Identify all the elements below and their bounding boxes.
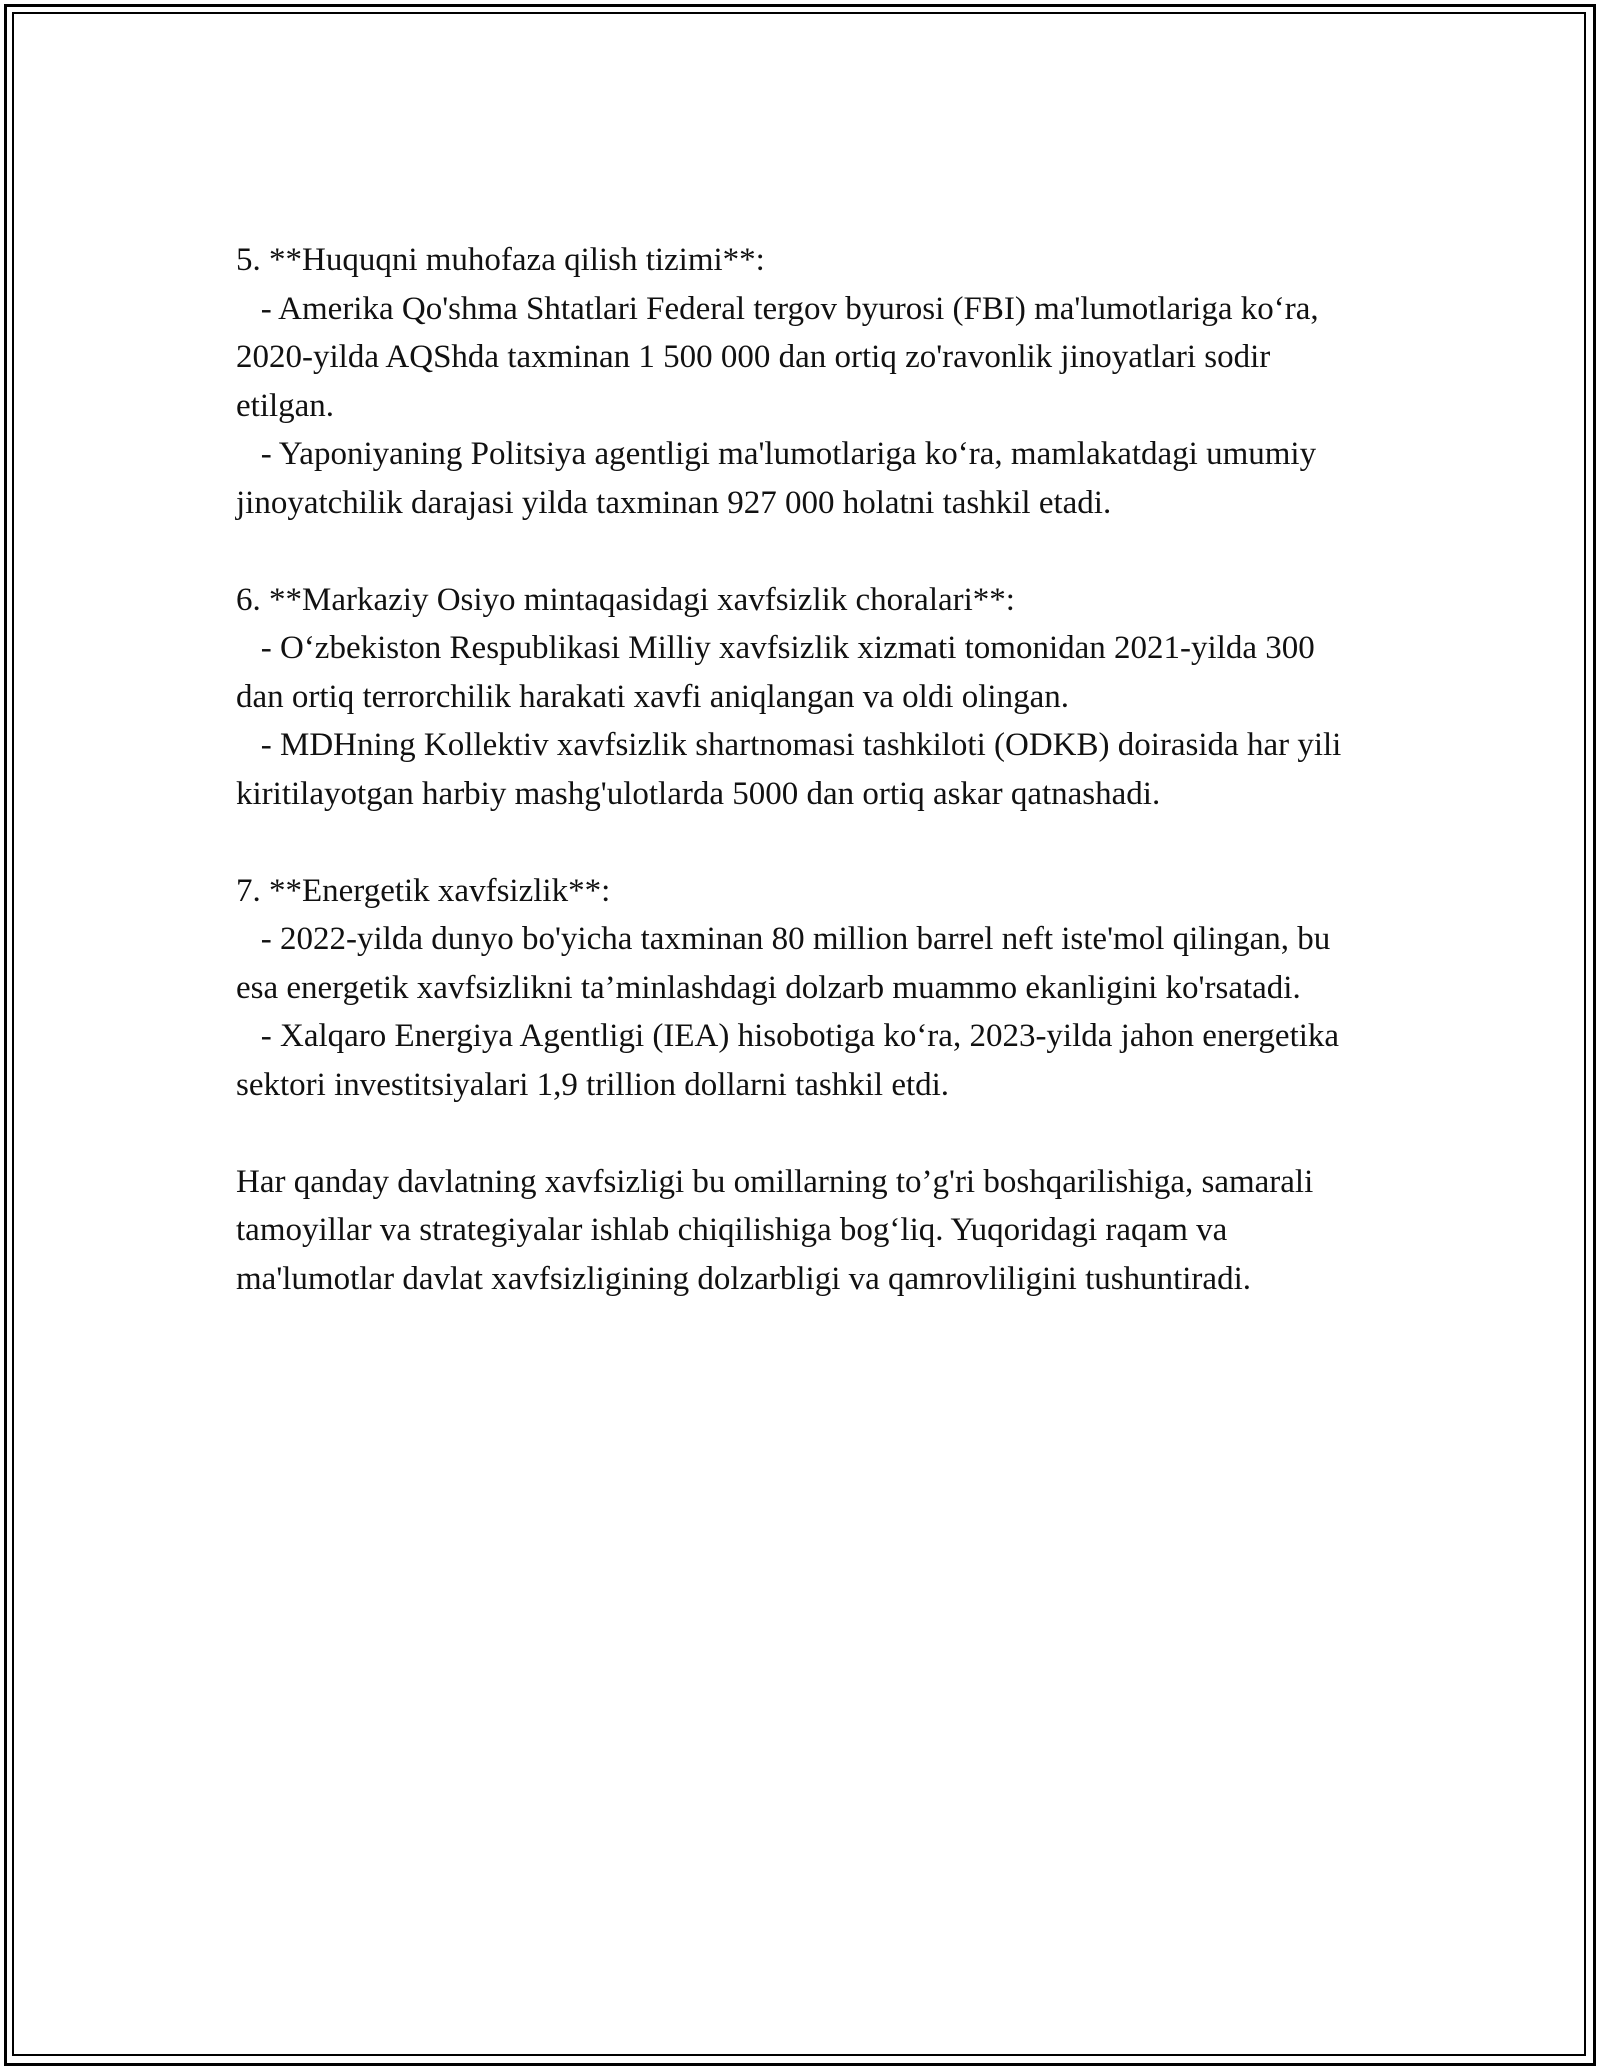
section-heading: 5. **Huquqni muhofaza qilish tizimi**:: [236, 242, 765, 278]
section-heading: 6. **Markaziy Osiyo mintaqasidagi xavfsizlik choralari**:: [236, 581, 1015, 618]
section-heading: 7. **Energetik xavfsizlik**:: [236, 872, 611, 909]
bullet-item: - Xalqaro Energiya Agentligi (IEA) hisobotiga ko‘ra, 2023-yilda jahon energetika sektori investitsiyalari 1,9 trillion dollarni tashkil etdi.: [236, 1018, 1348, 1103]
document-body: [236, 236, 1366, 1303]
bullet-item: - Yaponiyaning Politsiya agentligi ma'lumotlariga ko‘ra, mamlakatdagi umumiy jinoyatchilik darajasi yilda taxminan 927 000 holatni tashkil etadi.: [236, 436, 1325, 521]
section-law-enforcement: [236, 236, 1366, 527]
bullet-item: - O‘zbekiston Respublikasi Milliy xavfsizlik xizmati tomonidan 2021-yilda 300 dan ortiq terrorchilik harakati xavfi aniqlangan va oldi olingan.: [236, 630, 1324, 715]
conclusion-paragraph: Har qanday davlatning xavfsizligi bu omillarning to’g'ri boshqarilishiga, samarali tamoyillar va strategiyalar ishlab chiqilishiga bog‘liq. Yuqoridagi raqam va ma'lumotlar davlat xavfsizligining dolzarbligi va qamrovliligini tushuntiradi.: [236, 1163, 1314, 1297]
bullet-item: - MDHning Kollektiv xavfsizlik shartnomasi tashkiloti (ODKB) doirasida har yili kiritilayotgan harbiy mashg'ulotlarda 5000 dan ortiq askar qatnashadi.: [236, 727, 1350, 812]
section-energy-security: [236, 867, 1366, 1110]
bullet-item: - Amerika Qo'shma Shtatlari Federal tergov byurosi (FBI) ma'lumotlariga ko‘ra, 2020-yilda AQShda taxminan 1 500 000 dan ortiq zo'ravonlik jinoyatlari sodir etilgan.: [236, 290, 1327, 424]
section-central-asia-security: [236, 576, 1366, 819]
bullet-item: - 2022-yilda dunyo bo'yicha taxminan 80 million barrel neft iste'mol qilingan, bu esa energetik xavfsizlikni ta’minlashdagi dolzarb muammo ekanligini ko'rsatadi.: [236, 921, 1339, 1006]
